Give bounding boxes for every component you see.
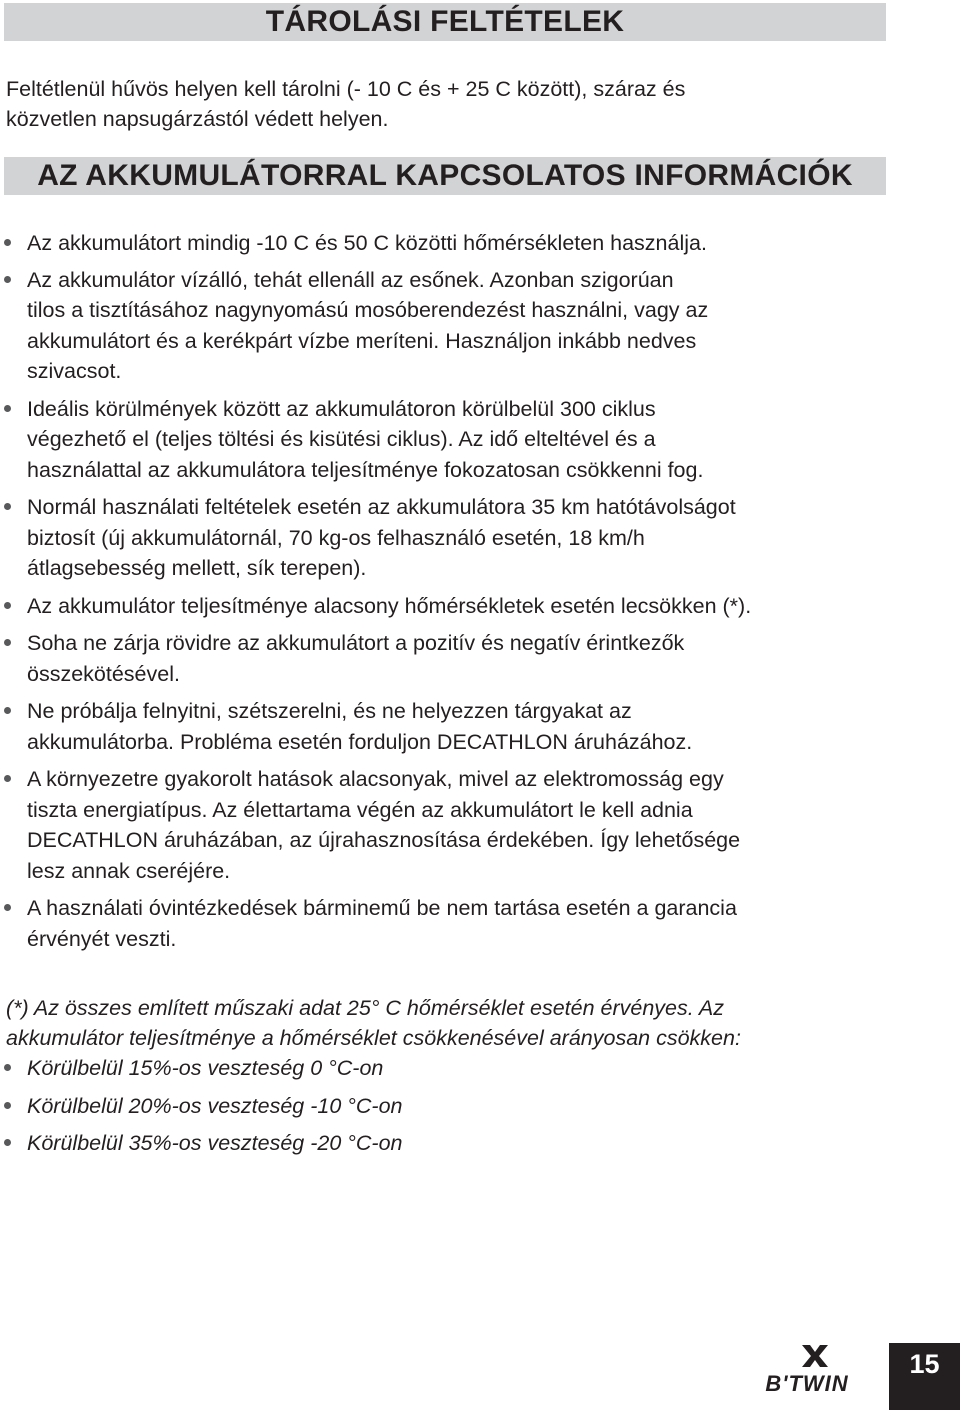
battery-info-item-line: Az akkumulátor vízálló, tehát ellenáll az esőnek. Azonban szigorúan	[27, 267, 674, 292]
battery-info-item-line: tiszta energiatípus. Az élettartama végén az akkumulátort le kell adnia	[27, 797, 693, 822]
bullet-icon	[4, 1064, 11, 1071]
battery-info-item	[0, 696, 900, 757]
bullet-icon	[4, 503, 11, 510]
battery-info-item-line: tilos a tisztításához nagynyomású mosóberendezést használni, vagy az	[27, 298, 709, 322]
storage-paragraph	[6, 74, 891, 134]
battery-info-item	[0, 492, 900, 584]
bullet-icon	[4, 775, 11, 782]
battery-info-heading: AZ AKKUMULÁTORRAL KAPCSOLATOS INFORMÁCIÓK	[4, 157, 886, 195]
bullet-icon	[4, 405, 11, 412]
bullet-icon	[4, 602, 11, 609]
storage-paragraph-line: közvetlen napsugárzástól védett helyen.	[6, 107, 389, 131]
battery-info-item-line: Ideális körülmények között az akkumulátoron körülbelül 300 ciklus	[27, 396, 656, 421]
battery-info-item-line: összekötésével.	[27, 661, 180, 686]
battery-info-item-line: Ne próbálja felnyitni, szétszerelni, és ne helyezzen tárgyakat az	[27, 699, 632, 723]
bullet-icon	[4, 239, 11, 246]
battery-info-item	[0, 893, 900, 954]
footnote-item-text: Körülbelül 15%-os veszteség 0 °C-on	[27, 1056, 384, 1080]
battery-info-list	[0, 228, 900, 954]
battery-info-item	[0, 265, 900, 387]
footnote-item	[0, 1053, 900, 1084]
footnote-item	[0, 1091, 900, 1122]
battery-info-item-line: akkumulátorba. Probléma esetén forduljon DECATHLON áruházához.	[27, 729, 693, 754]
battery-info-item-line: Az akkumulátort mindig -10 C és 50 C közötti hőmérsékleten használja.	[27, 231, 707, 255]
battery-info-item	[0, 394, 900, 486]
brand-wordmark: B'TWIN	[765, 1371, 849, 1395]
battery-info-item-line: átlagsebesség mellett, sík terepen).	[27, 556, 367, 580]
battery-info-item-line: szivacsot.	[27, 359, 122, 383]
battery-info-item-line: Normál használati feltételek esetén az akkumulátora 35 km hatótávolságot	[27, 495, 736, 519]
battery-info-item	[0, 228, 900, 259]
footnote-line: akkumulátor teljesítménye a hőmérséklet csökkenésével arányosan csökken:	[6, 1026, 741, 1050]
storage-paragraph-line: Feltétlenül hűvös helyen kell tárolni (- 10 C és + 25 C között), száraz és	[6, 77, 686, 101]
battery-info-item-line: Az akkumulátor teljesítménye alacsony hőmérsékletek esetén lecsökken (*).	[27, 593, 752, 618]
battery-info-item-line: biztosít (új akkumulátornál, 70 kg-os felhasználó esetén, 18 km/h	[27, 525, 645, 550]
footnote-item	[0, 1128, 900, 1159]
footnote-item-text: Körülbelül 20%-os veszteség -10 °C-on	[27, 1093, 403, 1118]
bullet-icon	[4, 1139, 11, 1146]
bullet-icon	[4, 904, 11, 911]
btwin-x-logo-icon	[802, 1345, 828, 1367]
footnote-paragraph	[6, 993, 891, 1053]
btwin-logo	[745, 1343, 870, 1395]
bullet-icon	[4, 276, 11, 283]
battery-info-item-line: DECATHLON áruházában, az újrahasznosítása érdekében. Így lehetősége	[27, 828, 741, 852]
battery-info-item-line: akkumulátort és a kerékpárt vízbe meríteni. Használjon inkább nedves	[27, 328, 697, 353]
bullet-icon	[4, 1102, 11, 1109]
battery-info-item	[0, 591, 900, 622]
bullet-icon	[4, 707, 11, 714]
battery-info-item-line: A környezetre gyakorolt hatások alacsonyak, mivel az elektromosság egy	[27, 767, 724, 791]
page-number: 15	[889, 1343, 960, 1410]
battery-info-item-line: használattal az akkumulátora teljesítménye fokozatosan csökkenni fog.	[27, 457, 704, 482]
battery-info-item-line: A használati óvintézkedések bárminemű be nem tartása esetén a garancia	[27, 896, 737, 920]
bullet-icon	[4, 639, 11, 646]
battery-info-item-line: Soha ne zárja rövidre az akkumulátort a pozitív és negatív érintkezők	[27, 631, 685, 655]
battery-info-item	[0, 764, 900, 886]
battery-info-item	[0, 628, 900, 689]
battery-info-item-line: lesz annak cseréjére.	[27, 858, 231, 883]
footnote-line: (*) Az összes említett műszaki adat 25° C hőmérséklet esetén érvényes. Az	[6, 996, 724, 1020]
storage-heading: TÁROLÁSI FELTÉTELEK	[4, 3, 886, 41]
battery-info-item-line: végezhető el (teljes töltési és kisütési ciklus). Az idő elteltével és a	[27, 427, 656, 451]
battery-info-item-line: érvényét veszti.	[27, 926, 177, 951]
footnote-list	[0, 1053, 900, 1159]
footnote-item-text: Körülbelül 35%-os veszteség -20 °C-on	[27, 1131, 403, 1155]
